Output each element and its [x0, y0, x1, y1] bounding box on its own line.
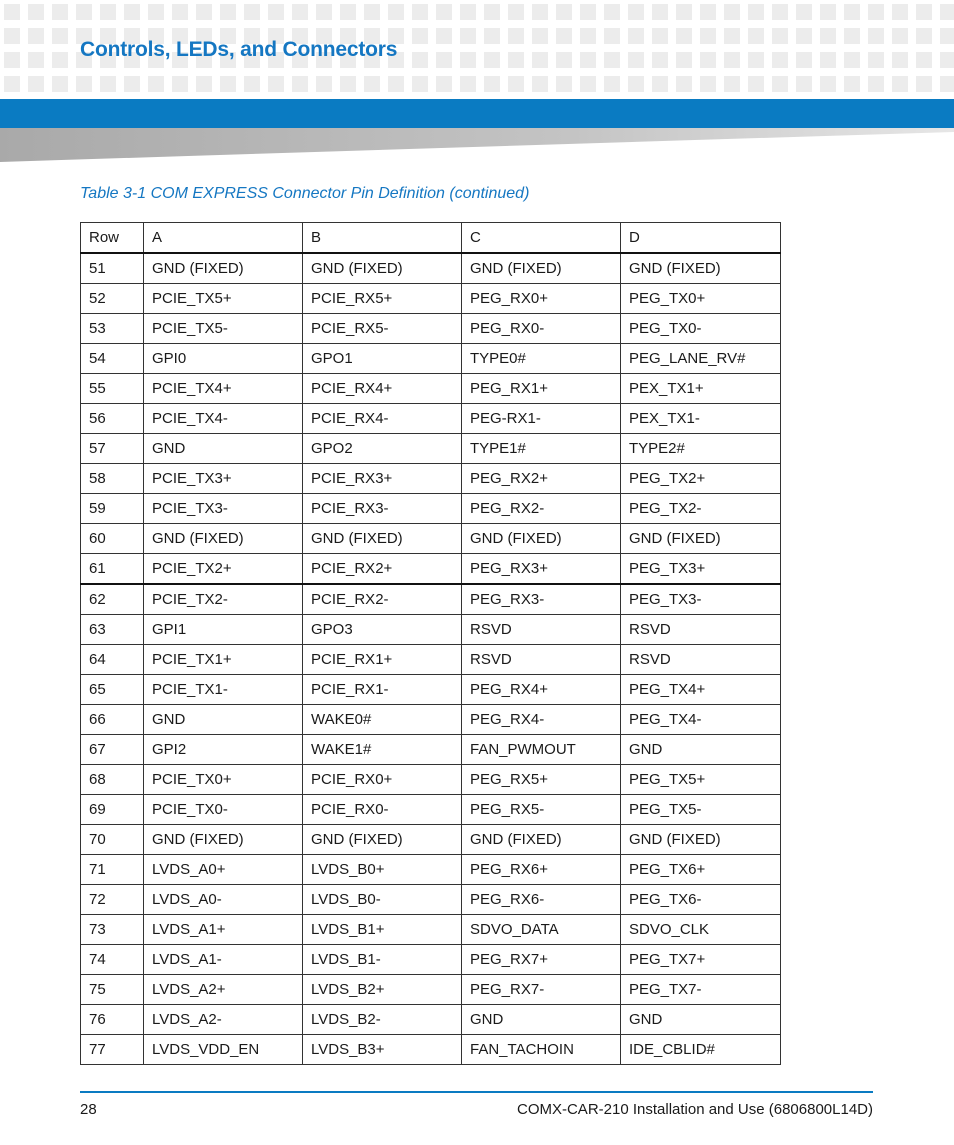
- pin-a-cell: GND: [144, 434, 303, 464]
- pin-d-cell: GND (FIXED): [621, 825, 781, 855]
- pin-b-cell: PCIE_RX3+: [303, 464, 462, 494]
- pin-d-cell: RSVD: [621, 615, 781, 645]
- pin-d-cell: PEG_TX5+: [621, 765, 781, 795]
- footer-rule: [80, 1091, 873, 1093]
- table-row: [81, 675, 781, 705]
- pin-a-cell: GPI0: [144, 344, 303, 374]
- table-row: [81, 253, 781, 284]
- pin-c-cell: RSVD: [462, 645, 621, 675]
- pin-b-cell: WAKE1#: [303, 735, 462, 765]
- table-row: [81, 705, 781, 735]
- pin-a-cell: GND (FIXED): [144, 253, 303, 284]
- pin-d-cell: GND: [621, 1005, 781, 1035]
- table-row: [81, 374, 781, 404]
- pin-c-cell: TYPE0#: [462, 344, 621, 374]
- table-row: [81, 284, 781, 314]
- table-row: [81, 765, 781, 795]
- pin-d-cell: PEG_TX5-: [621, 795, 781, 825]
- row-number-cell: 68: [81, 765, 144, 795]
- pin-c-cell: PEG_RX3-: [462, 584, 621, 615]
- pin-b-cell: GND (FIXED): [303, 825, 462, 855]
- table-row: [81, 885, 781, 915]
- pin-b-cell: LVDS_B2+: [303, 975, 462, 1005]
- pin-d-cell: TYPE2#: [621, 434, 781, 464]
- column-header-d: D: [621, 223, 781, 254]
- pin-d-cell: GND: [621, 735, 781, 765]
- pin-b-cell: LVDS_B0+: [303, 855, 462, 885]
- table-row: [81, 855, 781, 885]
- pin-c-cell: FAN_TACHOIN: [462, 1035, 621, 1065]
- pin-a-cell: PCIE_TX3+: [144, 464, 303, 494]
- pin-a-cell: LVDS_A2+: [144, 975, 303, 1005]
- pin-a-cell: LVDS_A0+: [144, 855, 303, 885]
- pin-d-cell: PEG_TX7-: [621, 975, 781, 1005]
- table-body: [81, 253, 781, 1065]
- pin-b-cell: PCIE_RX2+: [303, 554, 462, 585]
- pin-b-cell: LVDS_B3+: [303, 1035, 462, 1065]
- pin-d-cell: GND (FIXED): [621, 524, 781, 554]
- pin-c-cell: PEG_RX5+: [462, 765, 621, 795]
- row-number-cell: 55: [81, 374, 144, 404]
- table-header-row: [81, 223, 781, 254]
- pin-a-cell: PCIE_TX2-: [144, 584, 303, 615]
- table-row: [81, 494, 781, 524]
- pin-c-cell: PEG_RX7-: [462, 975, 621, 1005]
- pin-d-cell: PEG_TX4-: [621, 705, 781, 735]
- row-number-cell: 57: [81, 434, 144, 464]
- pin-a-cell: GND (FIXED): [144, 524, 303, 554]
- pin-b-cell: PCIE_RX4+: [303, 374, 462, 404]
- pin-a-cell: PCIE_TX4+: [144, 374, 303, 404]
- pin-b-cell: PCIE_RX3-: [303, 494, 462, 524]
- row-number-cell: 53: [81, 314, 144, 344]
- pin-a-cell: GPI2: [144, 735, 303, 765]
- pin-d-cell: PEG_TX7+: [621, 945, 781, 975]
- row-number-cell: 54: [81, 344, 144, 374]
- row-number-cell: 56: [81, 404, 144, 434]
- row-number-cell: 61: [81, 554, 144, 585]
- row-number-cell: 73: [81, 915, 144, 945]
- pin-c-cell: PEG_RX4+: [462, 675, 621, 705]
- pin-a-cell: LVDS_A1-: [144, 945, 303, 975]
- row-number-cell: 63: [81, 615, 144, 645]
- pin-a-cell: LVDS_A0-: [144, 885, 303, 915]
- table-row: [81, 404, 781, 434]
- pin-c-cell: GND (FIXED): [462, 825, 621, 855]
- pin-a-cell: PCIE_TX0+: [144, 765, 303, 795]
- pin-b-cell: LVDS_B0-: [303, 885, 462, 915]
- pin-a-cell: PCIE_TX3-: [144, 494, 303, 524]
- pin-a-cell: PCIE_TX4-: [144, 404, 303, 434]
- table-caption: Table 3-1 COM EXPRESS Connector Pin Definition (continued): [80, 185, 530, 202]
- pin-c-cell: SDVO_DATA: [462, 915, 621, 945]
- row-number-cell: 58: [81, 464, 144, 494]
- pin-d-cell: IDE_CBLID#: [621, 1035, 781, 1065]
- row-number-cell: 74: [81, 945, 144, 975]
- pin-d-cell: RSVD: [621, 645, 781, 675]
- pin-b-cell: PCIE_RX1+: [303, 645, 462, 675]
- column-header-b: B: [303, 223, 462, 254]
- header-gray-swoosh: [0, 128, 954, 164]
- table-row: [81, 795, 781, 825]
- pin-d-cell: PEG_TX3-: [621, 584, 781, 615]
- pin-d-cell: PEG_TX6-: [621, 885, 781, 915]
- pin-d-cell: PEG_TX0+: [621, 284, 781, 314]
- table-row: [81, 975, 781, 1005]
- pin-d-cell: PEG_TX6+: [621, 855, 781, 885]
- table-row: [81, 1005, 781, 1035]
- pin-a-cell: PCIE_TX1+: [144, 645, 303, 675]
- table-row: [81, 344, 781, 374]
- column-header-row: Row: [81, 223, 144, 254]
- pin-b-cell: PCIE_RX4-: [303, 404, 462, 434]
- pin-a-cell: GND: [144, 705, 303, 735]
- pin-d-cell: PEG_TX3+: [621, 554, 781, 585]
- pin-c-cell: PEG_RX0-: [462, 314, 621, 344]
- pin-c-cell: PEG_RX6-: [462, 885, 621, 915]
- pin-a-cell: PCIE_TX0-: [144, 795, 303, 825]
- pin-d-cell: PEG_TX2+: [621, 464, 781, 494]
- table-row: [81, 735, 781, 765]
- column-header-c: C: [462, 223, 621, 254]
- table-row: [81, 434, 781, 464]
- row-number-cell: 66: [81, 705, 144, 735]
- pin-c-cell: PEG_RX4-: [462, 705, 621, 735]
- pin-a-cell: PCIE_TX5-: [144, 314, 303, 344]
- row-number-cell: 70: [81, 825, 144, 855]
- pin-c-cell: GND: [462, 1005, 621, 1035]
- pin-c-cell: PEG_RX7+: [462, 945, 621, 975]
- table-row: [81, 554, 781, 585]
- table-row: [81, 645, 781, 675]
- row-number-cell: 71: [81, 855, 144, 885]
- pin-b-cell: PCIE_RX5-: [303, 314, 462, 344]
- table-row: [81, 464, 781, 494]
- pin-c-cell: PEG_RX5-: [462, 795, 621, 825]
- pin-b-cell: PCIE_RX0+: [303, 765, 462, 795]
- row-number-cell: 76: [81, 1005, 144, 1035]
- row-number-cell: 72: [81, 885, 144, 915]
- pin-c-cell: PEG_RX6+: [462, 855, 621, 885]
- pin-a-cell: GPI1: [144, 615, 303, 645]
- pin-c-cell: GND (FIXED): [462, 253, 621, 284]
- row-number-cell: 60: [81, 524, 144, 554]
- pin-c-cell: RSVD: [462, 615, 621, 645]
- pin-a-cell: LVDS_A1+: [144, 915, 303, 945]
- pin-a-cell: PCIE_TX2+: [144, 554, 303, 585]
- pin-b-cell: WAKE0#: [303, 705, 462, 735]
- pin-d-cell: GND (FIXED): [621, 253, 781, 284]
- pin-d-cell: PEG_TX2-: [621, 494, 781, 524]
- table-row: [81, 524, 781, 554]
- pin-a-cell: LVDS_VDD_EN: [144, 1035, 303, 1065]
- row-number-cell: 69: [81, 795, 144, 825]
- pin-a-cell: PCIE_TX5+: [144, 284, 303, 314]
- page-number: 28: [80, 1101, 97, 1118]
- pin-b-cell: GND (FIXED): [303, 253, 462, 284]
- pin-d-cell: PEG_TX4+: [621, 675, 781, 705]
- pin-c-cell: PEG_RX3+: [462, 554, 621, 585]
- pin-b-cell: PCIE_RX2-: [303, 584, 462, 615]
- pin-b-cell: PCIE_RX1-: [303, 675, 462, 705]
- row-number-cell: 77: [81, 1035, 144, 1065]
- pin-b-cell: GPO1: [303, 344, 462, 374]
- pin-b-cell: LVDS_B2-: [303, 1005, 462, 1035]
- table-row: [81, 1035, 781, 1065]
- table-row: [81, 945, 781, 975]
- pin-c-cell: PEG_RX1+: [462, 374, 621, 404]
- pin-a-cell: LVDS_A2-: [144, 1005, 303, 1035]
- pin-b-cell: GPO2: [303, 434, 462, 464]
- row-number-cell: 65: [81, 675, 144, 705]
- pin-d-cell: PEX_TX1-: [621, 404, 781, 434]
- pin-c-cell: TYPE1#: [462, 434, 621, 464]
- pin-d-cell: PEG_LANE_RV#: [621, 344, 781, 374]
- row-number-cell: 62: [81, 584, 144, 615]
- table-row: [81, 584, 781, 615]
- pin-c-cell: PEG_RX0+: [462, 284, 621, 314]
- row-number-cell: 75: [81, 975, 144, 1005]
- row-number-cell: 51: [81, 253, 144, 284]
- pin-b-cell: LVDS_B1-: [303, 945, 462, 975]
- pin-d-cell: SDVO_CLK: [621, 915, 781, 945]
- pin-d-cell: PEG_TX0-: [621, 314, 781, 344]
- header-blue-bar: [0, 99, 954, 128]
- column-header-a: A: [144, 223, 303, 254]
- document-title: COMX-CAR-210 Installation and Use (6806800L14D): [516, 1101, 873, 1118]
- row-number-cell: 64: [81, 645, 144, 675]
- pin-b-cell: GND (FIXED): [303, 524, 462, 554]
- row-number-cell: 59: [81, 494, 144, 524]
- chapter-title: Controls, LEDs, and Connectors: [80, 38, 398, 61]
- table-row: [81, 615, 781, 645]
- pin-b-cell: LVDS_B1+: [303, 915, 462, 945]
- pin-definition-table: [80, 222, 781, 1065]
- pin-b-cell: PCIE_RX5+: [303, 284, 462, 314]
- row-number-cell: 52: [81, 284, 144, 314]
- pin-c-cell: FAN_PWMOUT: [462, 735, 621, 765]
- table-row: [81, 825, 781, 855]
- pin-d-cell: PEX_TX1+: [621, 374, 781, 404]
- pin-b-cell: PCIE_RX0-: [303, 795, 462, 825]
- pin-a-cell: GND (FIXED): [144, 825, 303, 855]
- table-row: [81, 314, 781, 344]
- pin-c-cell: PEG-RX1-: [462, 404, 621, 434]
- row-number-cell: 67: [81, 735, 144, 765]
- pin-c-cell: GND (FIXED): [462, 524, 621, 554]
- pin-b-cell: GPO3: [303, 615, 462, 645]
- table-row: [81, 915, 781, 945]
- pin-c-cell: PEG_RX2+: [462, 464, 621, 494]
- pin-a-cell: PCIE_TX1-: [144, 675, 303, 705]
- pin-c-cell: PEG_RX2-: [462, 494, 621, 524]
